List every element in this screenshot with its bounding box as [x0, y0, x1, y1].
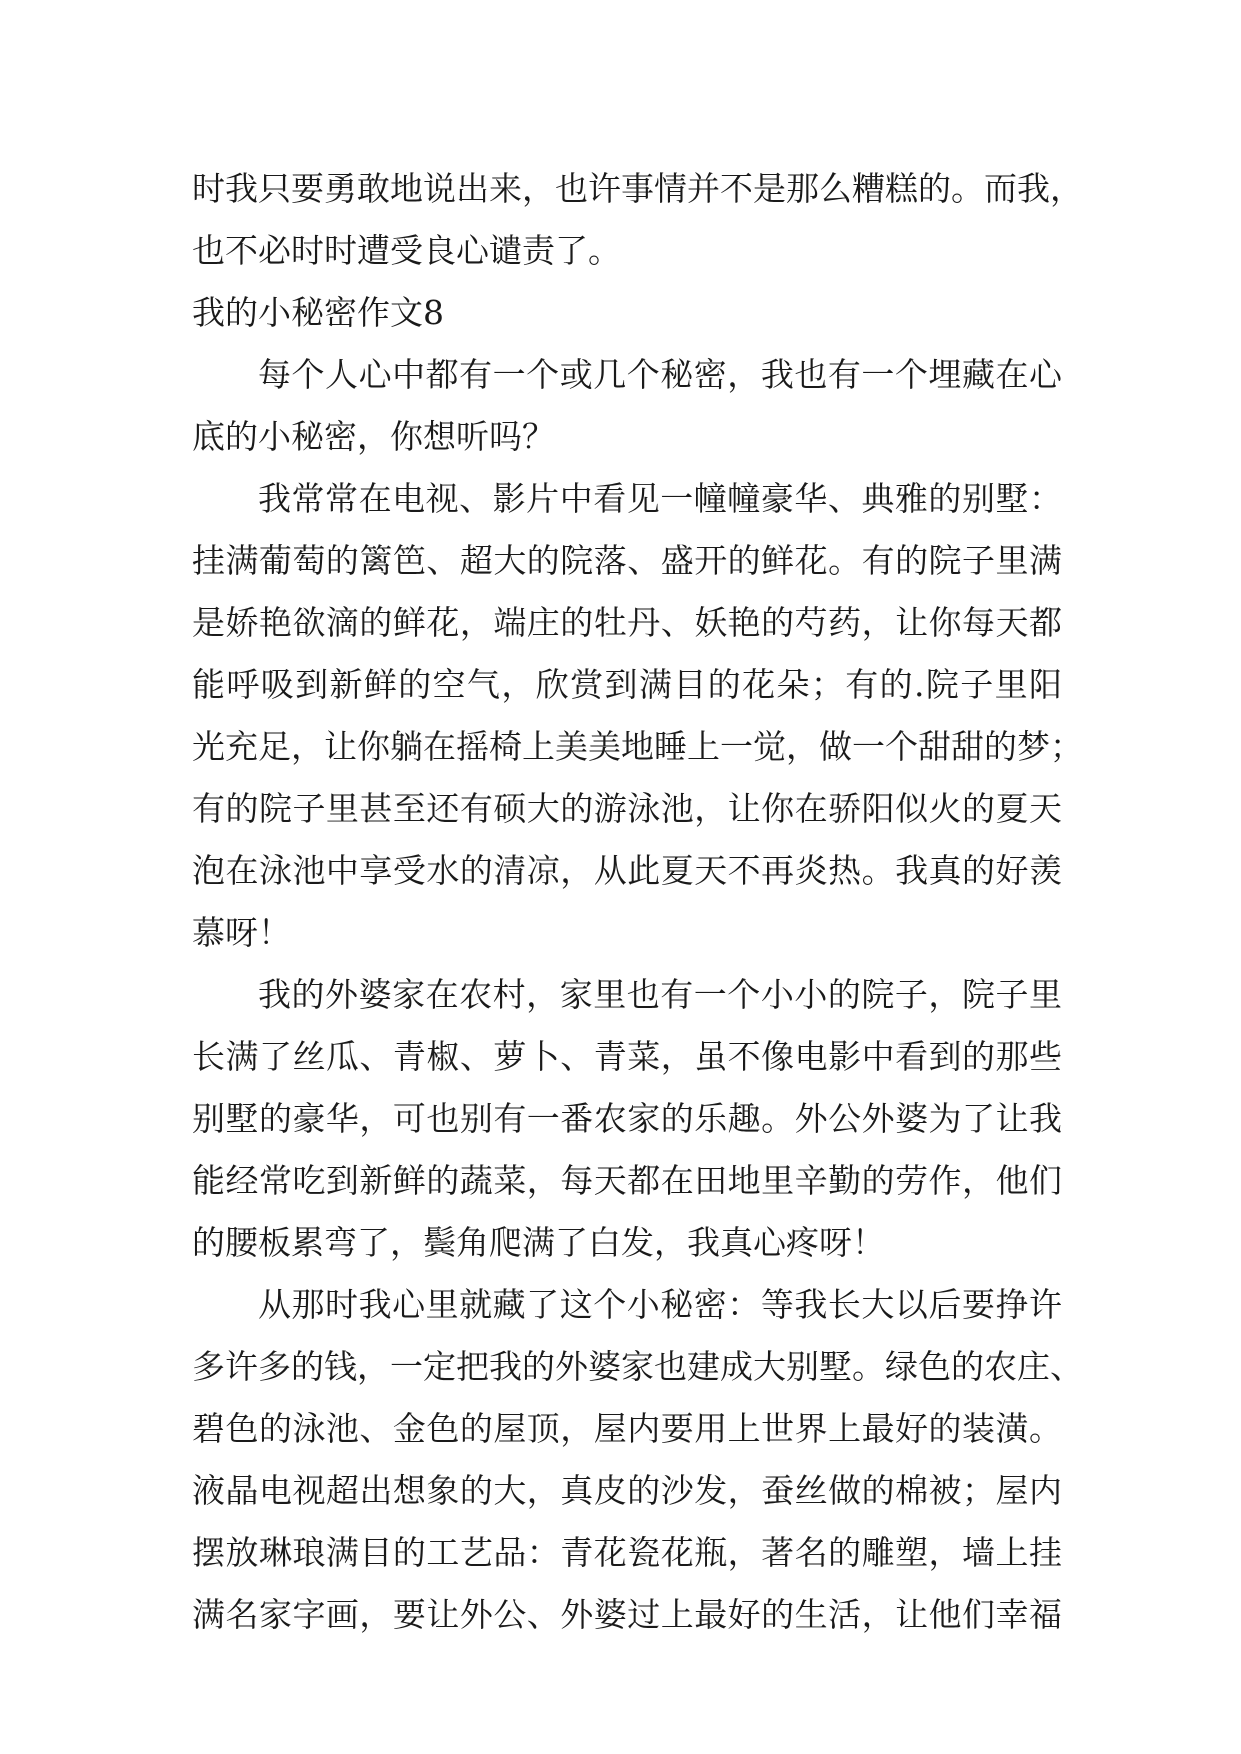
text-line: 有的院子里甚至还有硕大的游泳池，让你在骄阳似火的夏天 [192, 789, 1062, 828]
text-line: 摆放琳琅满目的工艺品：青花瓷花瓶，著名的雕塑，墙上挂 [192, 1533, 1062, 1572]
text-line: 也不必时时遭受良心谴责了。 [192, 231, 621, 270]
text-line: 满名家字画，要让外公、外婆过上最好的生活，让他们幸福 [192, 1595, 1062, 1634]
text-line: 从那时我心里就藏了这个小秘密：等我长大以后要挣许 [258, 1285, 1062, 1324]
text-line: 长满了丝瓜、青椒、萝卜、青菜，虽不像电影中看到的那些 [192, 1037, 1062, 1076]
text-line: 时我只要勇敢地说出来，也许事情并不是那么糟糕的。而我， [192, 169, 1083, 208]
text-line: 泡在泳池中享受水的清凉，从此夏天不再炎热。我真的好羡 [192, 851, 1062, 890]
essay-title: 我的小秘密作文8 [192, 293, 444, 332]
text-line: 挂满葡萄的篱笆、超大的院落、盛开的鲜花。有的院子里满 [192, 541, 1062, 580]
text-line: 的腰板累弯了，鬓角爬满了白发，我真心疼呀！ [192, 1223, 885, 1262]
document-page [192, 158, 1083, 1646]
text-line: 液晶电视超出想象的大，真皮的沙发，蚕丝做的棉被；屋内 [192, 1471, 1062, 1510]
text-line: 光充足，让你躺在摇椅上美美地睡上一觉，做一个甜甜的梦； [192, 727, 1083, 766]
text-line: 别墅的豪华，可也别有一番农家的乐趣。外公外婆为了让我 [192, 1099, 1062, 1138]
text-line: 能呼吸到新鲜的空气，欣赏到满目的花朵；有的.院子里阳 [192, 665, 1062, 704]
text-line: 慕呀！ [192, 913, 291, 952]
text-line: 碧色的泳池、金色的屋顶，屋内要用上世界上最好的装潢。 [192, 1409, 1062, 1448]
text-line: 能经常吃到新鲜的蔬菜，每天都在田地里辛勤的劳作，他们 [192, 1161, 1062, 1200]
text-line: 是娇艳欲滴的鲜花，端庄的牡丹、妖艳的芍药，让你每天都 [192, 603, 1062, 642]
text-line: 我常常在电视、影片中看见一幢幢豪华、典雅的别墅： [258, 479, 1062, 518]
text-line: 每个人心中都有一个或几个秘密，我也有一个埋藏在心 [258, 355, 1062, 394]
text-line: 我的外婆家在农村，家里也有一个小小的院子，院子里 [258, 975, 1062, 1014]
text-line: 多许多的钱，一定把我的外婆家也建成大别墅。绿色的农庄、 [192, 1347, 1083, 1386]
text-line: 底的小秘密，你想听吗？ [192, 417, 555, 456]
